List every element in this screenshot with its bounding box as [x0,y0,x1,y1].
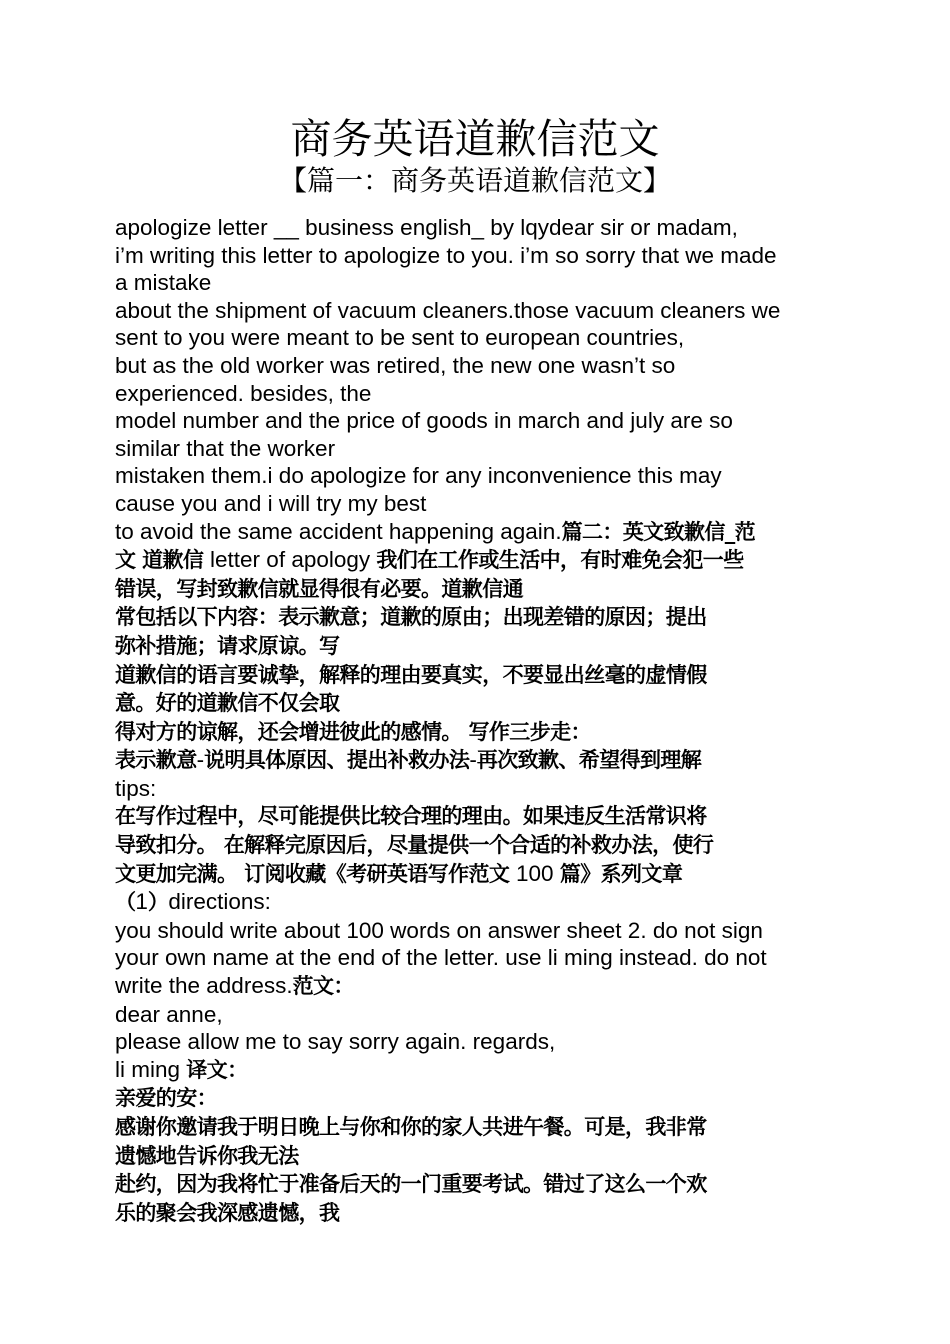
text-line [115,575,835,604]
text-line [115,632,835,661]
text-line [115,746,835,775]
text-line [115,242,835,270]
text-run: write the address. [115,973,293,999]
text-run: 导致扣分。 在解释完原因后，尽量提供一个合适的补救办法，使行 [115,833,714,858]
text-line [115,944,835,972]
text-run: - [469,747,477,773]
text-line [115,860,835,889]
text-run: 道歉信的语言要诚挚，解释的理由要真实，不要显出丝毫的虚情假 [115,662,707,687]
text-line [115,1170,835,1199]
text-run: 译文： [186,1057,248,1082]
text-run: ） [147,890,169,915]
text-line [115,802,835,831]
text-run: apologize letter __ business english_ by lqydear sir or madam, [115,215,738,240]
text-run: 文更加完满。 订阅收藏《考研英语写作范文 [115,861,517,886]
text-run: tips: [115,775,157,801]
document-body [115,214,835,1227]
text-run: similar that the worker [115,435,336,461]
text-run: 篇二：英文致歉信_范 [561,519,756,544]
text-line [115,661,835,690]
text-run: dear anne, [115,1001,223,1027]
text-run: a mistake [115,270,212,296]
text-run: to avoid the same accident happening again. [115,518,562,544]
text-run: 乐的聚会我深感遗憾，我 [115,1200,340,1225]
text-run: 感谢你邀请我于明日晚上与你和你的家人共进午餐。可是，我非常 [115,1115,707,1139]
text-line [115,1001,835,1029]
text-line [115,1113,835,1142]
text-run: 说明具体原因、提出补救办法 [204,748,470,773]
text-line [115,352,835,380]
text-run: 赴约，因为我将忙于准备后天的一门重要考试。错过了这么一个欢 [115,1172,707,1197]
text-run: i’m writing this letter to apologize to you. i’m so sorry that we made [115,242,777,268]
text-run: experienced. besides, the [115,380,372,406]
text-run: 1 [135,889,148,915]
text-run: mistaken them.i do apologize for any inconvenience this may [115,463,722,489]
text-run: 再次致歉、希望得到理解 [476,748,702,773]
text-run: your own name at the end of the letter. use li ming instead. do not [115,945,767,971]
text-line [115,407,835,435]
document-title: 商务英语道歉信范文 [290,115,660,163]
text-run: cause you and i will try my best [115,490,427,516]
text-run: li ming [115,1056,187,1082]
text-run: please allow me to say sorry again. regards, [115,1029,556,1055]
document-subtitle: 【篇一：商务英语道歉信范文】 [278,164,671,197]
text-line [115,324,835,352]
text-run: 表示歉意 [115,748,197,773]
text-run: 在写作过程中，尽可能提供比较合理的理由。如果违反生活常识将 [115,804,707,829]
text-line [115,269,835,297]
text-line [115,831,835,860]
text-run: sent to you were meant to be sent to european countries, [115,325,685,351]
text-run: - [196,747,205,773]
text-run: 得对方的谅解，还会增进彼此的感情。 写作三步走： [115,719,591,744]
text-run: 常包括以下内容：表示歉意；道歉的原由；出现差错的原因；提出 [115,605,707,630]
text-line [115,462,835,490]
text-line [115,1199,835,1228]
text-run: （ [115,890,136,915]
text-line [115,1056,835,1085]
text-run: but as the old worker was retired, the new one wasn’t so [115,352,676,378]
text-run: model number and the price of goods in march and july are so [115,408,733,434]
text-run: 我们在工作或生活中，有时难免会犯一些 [376,548,744,573]
text-line [115,603,835,632]
text-line [115,297,835,325]
text-run: 亲爱的安： [115,1086,217,1111]
text-line [115,1028,835,1056]
text-run: you should write about 100 words on answer sheet 2. do not sign [115,917,763,943]
text-run: directions: [168,889,271,915]
text-line [115,490,835,518]
text-line [115,518,835,547]
text-run: 篇》系列文章 [559,861,683,886]
text-run: 遗憾地告诉你我无法 [115,1143,299,1168]
text-run: letter of apology [210,547,377,573]
text-line [115,380,835,408]
text-line [115,1084,835,1113]
text-run: 范文： [292,974,354,999]
text-line [115,1142,835,1171]
text-line [115,546,835,575]
text-line [115,917,835,945]
text-run: 弥补措施；请求原谅。写 [115,633,340,658]
text-run: 文 道歉信 [115,548,211,573]
text-line [115,435,835,463]
text-line [115,972,835,1001]
text-line [115,775,835,803]
text-line [115,689,835,718]
text-run: about the shipment of vacuum cleaners.those vacuum cleaners we [115,297,781,323]
text-line [115,214,835,242]
text-line [115,888,835,917]
text-run: 错误，写封致歉信就显得很有必要。道歉信通 [115,576,523,601]
text-line [115,718,835,747]
text-run: 意。好的道歉信不仅会取 [115,691,340,716]
text-run: 100 [516,860,560,886]
